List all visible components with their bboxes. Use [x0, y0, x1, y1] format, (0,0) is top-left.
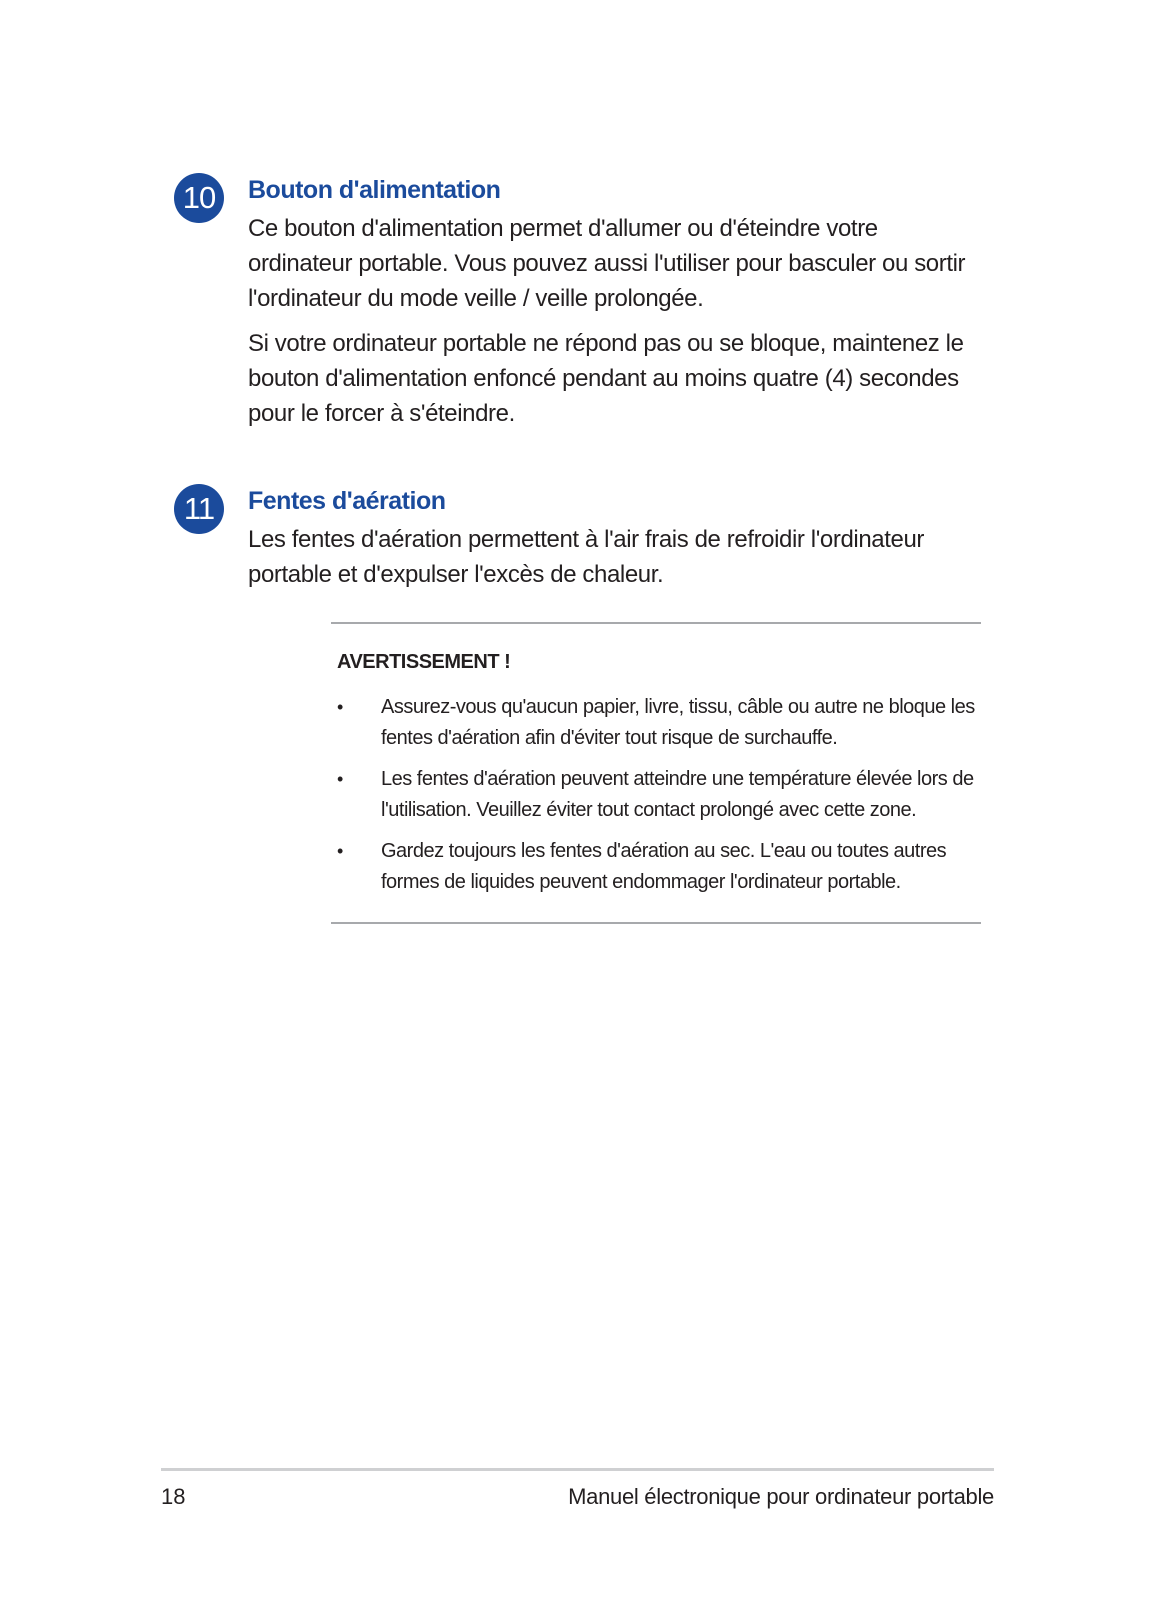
warning-box: [331, 622, 981, 924]
section-paragraph: Si votre ordinateur portable ne répond pas ou se bloque, maintenez le bouton d'alimentation enfoncé pendant au moins quatre (4) secondes pour le forcer à s'éteindre.: [248, 330, 964, 427]
section-body: [248, 484, 978, 592]
bullet-icon: •: [337, 841, 343, 861]
section-title: Bouton d'alimentation: [248, 176, 501, 204]
bullet-icon: •: [337, 769, 343, 789]
page-number: 18: [161, 1484, 186, 1509]
section-number-badge: 10: [174, 173, 224, 223]
bullet-icon: •: [337, 697, 343, 717]
footer-divider: [161, 1468, 994, 1471]
warning-item-text: Les fentes d'aération peuvent atteindre une température élevée lors de l'utilisation. Veuillez éviter tout contact prolongé avec cette zone.: [381, 768, 974, 821]
warning-item-text: Assurez-vous qu'aucun papier, livre, tissu, câble ou autre ne bloque les fentes d'aération afin d'éviter tout risque de surchauffe.: [381, 696, 975, 749]
list-item: [331, 692, 981, 753]
section-paragraph: Les fentes d'aération permettent à l'air frais de refroidir l'ordinateur portable et d'expulser l'excès de chaleur.: [248, 526, 924, 588]
list-item: [331, 836, 981, 897]
manual-title: Manuel électronique pour ordinateur portable: [568, 1484, 994, 1509]
warning-item-text: Gardez toujours les fentes d'aération au sec. L'eau ou toutes autres formes de liquides peuvent endommager l'ordinateur portable.: [381, 840, 947, 893]
section-number-badge: 11: [174, 484, 224, 534]
warning-list: [331, 692, 981, 897]
warning-title: AVERTISSEMENT !: [337, 651, 511, 673]
section-title: Fentes d'aération: [248, 487, 446, 515]
list-item: [331, 764, 981, 825]
section-paragraph: Ce bouton d'alimentation permet d'allumer ou d'éteindre votre ordinateur portable. Vous pouvez aussi l'utiliser pour basculer ou sortir l'ordinateur du mode veille / veille prolongée.: [248, 215, 966, 312]
section-body: [248, 173, 978, 431]
